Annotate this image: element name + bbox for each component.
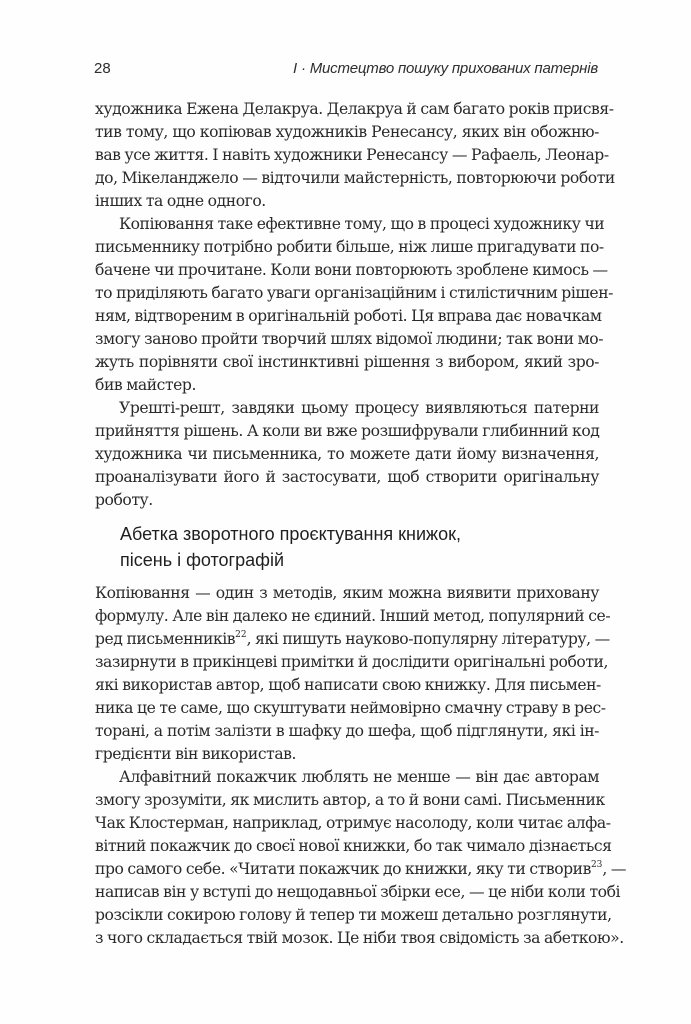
text-line: письменнику потрібно робити більше, ніж лише пригадувати по-: [95, 238, 604, 256]
footnote-ref-22[interactable]: 22: [235, 630, 247, 640]
text-line: до, Мікеланджело — відточили майстерність, повторюючи роботи: [95, 169, 615, 187]
text-line: змогу заново пройти творчий шлях відомої людини; так вони мо-: [95, 330, 604, 348]
section-heading-line: пісень і фотографій: [120, 550, 285, 570]
text-fragment: , —: [602, 860, 627, 878]
text-line: змогу зрозуміти, як мислить автор, а то й вони самі. Письменник: [95, 791, 605, 809]
text-line: ням, відтвореним в оригінальній роботі. Ця вправа дає новачкам: [95, 307, 602, 325]
text-line: художника чи письменника, то можете дати йому визначення,: [95, 445, 599, 463]
page-number: 28: [94, 60, 111, 77]
text-line: проаналізувати його й застосувати, щоб створити оригінальну: [95, 468, 599, 486]
body-text-after-heading: [95, 582, 627, 950]
text-line: Копіювання таке ефективне тому, що в процесі художнику чи: [119, 215, 605, 233]
text-line: то приділяють багато уваги організаційним і стилістичним рішен-: [95, 284, 613, 302]
text-line: ника це те саме, що скуштувати неймовірно смачну страву в рес-: [95, 699, 606, 717]
text-line: вав усе життя. І навіть художники Ренесансу — Рафаель, Леонар-: [95, 146, 609, 164]
footnote-ref-23[interactable]: 23: [590, 860, 603, 870]
text-line-with-footnote: [95, 628, 610, 651]
running-head: [94, 58, 598, 80]
text-line: жуть порівняти свої інстинктивні рішення з вибором, який зро-: [95, 353, 599, 371]
text-line: Копіювання — один з методів, яким можна виявити приховану: [95, 584, 599, 602]
text-line: написав він у вступі до нещодавньої збірки есе, — це ніби коли тобі: [95, 883, 621, 901]
text-fragment: , які пишуть науково-популярну літературу, —: [246, 630, 610, 648]
text-fragment: ред письменників: [95, 630, 236, 648]
text-line: бив майстер.: [95, 376, 196, 394]
text-line: вітний покажчик до своєї нової книжки, бо так чимало дізнається: [95, 837, 612, 855]
text-line: розсікли сокирою голову й тепер ти можеш детально розглянути,: [95, 906, 612, 924]
text-line: формулу. Але він далеко не єдиний. Інший метод, популярний се-: [95, 607, 611, 625]
text-line: Алфавітний покажчик люблять не менше — він дає авторам: [119, 768, 599, 786]
text-line: гредієнти він використав.: [95, 745, 297, 763]
text-line: зазирнути в прикінцеві примітки й дослідити оригінальні роботи,: [95, 653, 609, 671]
text-line-with-footnote: [95, 858, 627, 881]
section-heading-line: Абетка зворотного проєктування книжок,: [120, 524, 461, 544]
text-line: які використав автор, щоб написати свою книжку. Для письмен-: [95, 676, 601, 694]
text-line: Чак Клостерман, наприклад, отримує насолоду, коли читає алфа-: [95, 814, 611, 832]
section-heading: [120, 521, 580, 573]
text-line: торані, а потім залізти в шафку до шефа, щоб підглянути, які ін-: [95, 722, 599, 740]
body-text-before-heading: [95, 98, 615, 512]
text-line: роботу.: [95, 491, 153, 509]
text-line: тив тому, що копіював художників Ренесансу, яких він обожню-: [95, 123, 599, 141]
text-line: з чого складається твій мозок. Це ніби твоя свідомість за абеткою».: [95, 929, 624, 947]
text-line: бачене чи прочитане. Коли вони повторюють зроблене кимось —: [95, 261, 608, 279]
chapter-title: I · Мистецтво пошуку прихованих патернів: [293, 60, 598, 77]
text-line: Урешті-решт, завдяки цьому процесу виявляються патерни: [119, 399, 599, 417]
text-line: прийняття рішень. А коли ви вже розшифрували глибинний код: [95, 422, 600, 440]
text-line: інших та одне одного.: [95, 192, 266, 210]
text-fragment: про самого себе. «Читати покажчик до книжки, яку ти створив: [95, 860, 591, 878]
text-line: художника Ежена Делакруа. Делакруа й сам багато років присвя-: [95, 100, 614, 118]
